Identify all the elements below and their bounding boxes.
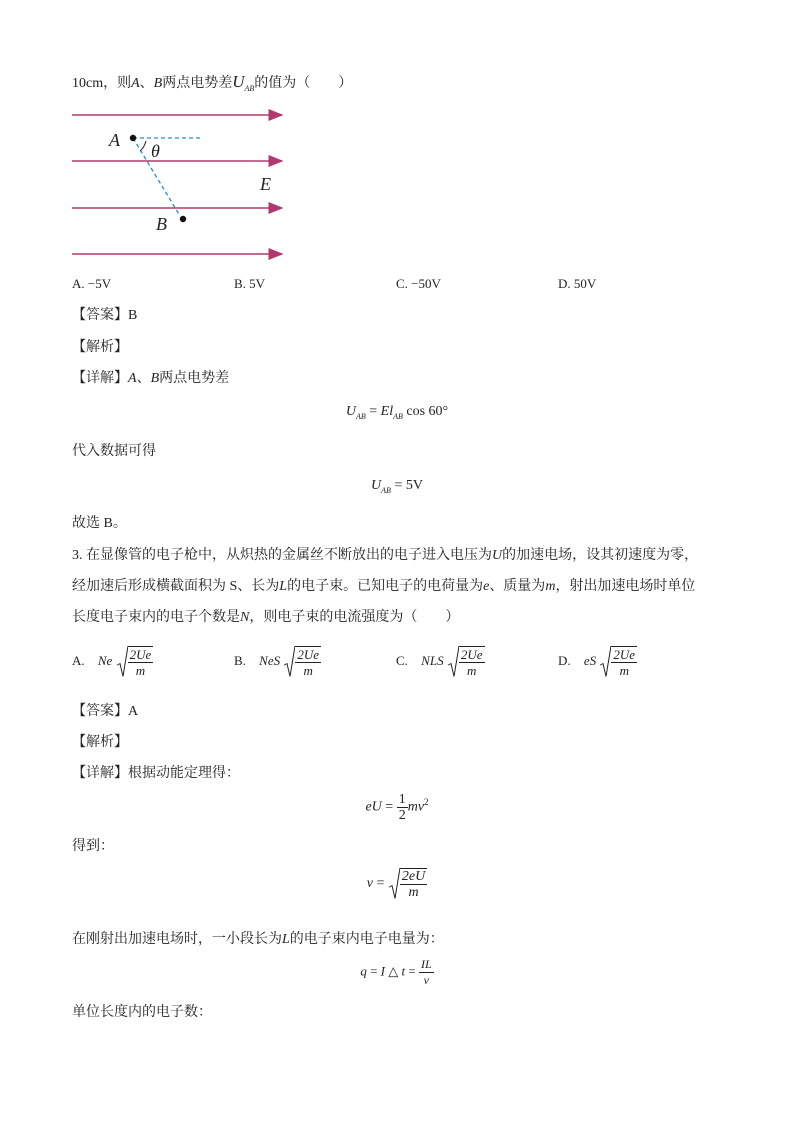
q2-detail-text: 两点电势差 — [159, 371, 230, 386]
q3-line-l: L — [282, 932, 290, 947]
q2-answer-label: 【答案】 — [72, 308, 128, 323]
q3-opt-d-label: D. — [558, 652, 571, 668]
q2-answer — [72, 306, 137, 326]
q3-opt-a-coef: Ne — [97, 652, 113, 668]
q3-detail-label: 【详解】 — [72, 766, 128, 781]
q3-answer-label: 【答案】 — [72, 704, 128, 719]
eq1-rest: cos 60° — [402, 404, 449, 419]
q2-stem — [72, 72, 352, 99]
sqrt-d-den: m — [619, 663, 629, 678]
q3-eq2-num: 2eU — [401, 869, 426, 884]
q3-u: U — [492, 548, 503, 563]
sqrt-b — [283, 646, 321, 678]
eq2-rest: = 5V — [390, 478, 423, 493]
q3-opt-b-coef: NeS — [259, 652, 281, 668]
q3-line3-a: 长度电子束内的电子个数是 — [72, 610, 240, 625]
q3-analysis: 【解析】 — [72, 735, 128, 750]
q3-eq3-eq1: = — [366, 963, 381, 979]
q3-n: N — [240, 610, 250, 625]
q3-stem-line1 — [72, 546, 698, 566]
point-a-dot — [130, 135, 136, 141]
q3-opt-c-coef: NLS — [421, 652, 444, 668]
q2-option-b[interactable]: B. 5V — [234, 276, 266, 291]
q3-line1-a: 3. 在显像管的电子枪中，从炽热的金属丝不断放出的电子进入电压为 — [72, 548, 492, 563]
q3-opt-a-label: A. — [72, 652, 85, 668]
q3-eq2-lhs: v — [366, 876, 373, 892]
q3-opt-d-coef: eS — [583, 652, 597, 668]
sqrt-c-num: 2Ue — [460, 647, 483, 662]
q3-option-a[interactable] — [72, 646, 153, 678]
label-a: A — [109, 130, 120, 150]
sqrt-a-den: m — [135, 663, 146, 678]
q3-unit-length: 单位长度内的电子数： — [72, 1005, 212, 1020]
q2-detail-label: 【详解】 — [72, 371, 128, 386]
field-diagram — [60, 100, 300, 270]
radical-eq2-icon — [388, 868, 400, 900]
q3-detail-text: 根据动能定理得： — [128, 766, 240, 781]
q3-stem-line2 — [72, 577, 695, 597]
sqrt-d-num: 2Ue — [613, 647, 636, 662]
q2-option-d[interactable]: D. 50V — [558, 276, 597, 291]
q3-line2-b: 的电子束。已知电子的电荷量为 — [287, 579, 484, 594]
eq1-equals: = — [365, 404, 381, 419]
sqrt-c-den: m — [466, 663, 477, 678]
q3-eq3-lhs: q — [360, 963, 367, 979]
q3-answer-value: A — [128, 704, 139, 719]
q3-eq3-i: I — [380, 963, 386, 979]
q2-equation-2 — [0, 478, 794, 495]
q2-stem-end: 的值为（ ） — [254, 76, 353, 91]
q3-l: L — [279, 579, 288, 594]
radical-b-icon — [283, 646, 295, 678]
q3-e: e — [483, 579, 490, 594]
q3-eq3-t: t — [401, 963, 406, 979]
sqrt-d — [599, 646, 637, 678]
q2-equation-1 — [0, 404, 794, 421]
label-theta: θ — [151, 141, 160, 161]
q2-option-c[interactable]: C. −50V — [396, 276, 441, 291]
sqrt-c — [447, 646, 485, 678]
q3-line-a: 在刚射出加速电场时，一小段长为 — [72, 932, 282, 947]
q2-stem-mid: ，则 — [103, 76, 132, 91]
q3-eq1-sup: 2 — [424, 797, 429, 808]
q3-eq1-den: 2 — [398, 808, 406, 823]
q2-point-b: B — [153, 76, 163, 91]
q2-substitute: 代入数据可得 — [72, 444, 156, 459]
q2-stem-mid2: 两点电势差 — [162, 76, 233, 91]
sqrt-a — [116, 646, 154, 678]
q3-eq2-equals: = — [372, 876, 388, 892]
q3-line2-a: 经加速后形成横截面积为 S、长为 — [72, 579, 280, 594]
q3-eq3-num: IL — [420, 957, 432, 971]
q3-eq2-den: m — [408, 885, 419, 900]
q2-detail-sep: 、 — [136, 371, 151, 386]
point-b-dot — [180, 216, 186, 222]
radical-d-icon — [599, 646, 611, 678]
q3-line-b: 的电子束内电子电量为： — [289, 932, 444, 947]
q3-eq1-mv: mv — [407, 799, 425, 815]
q3-line2-c: 、质量为 — [489, 579, 546, 594]
q2-detail-b: B — [150, 371, 160, 386]
q3-stem-line3 — [72, 608, 459, 628]
q3-eq1-num: 1 — [398, 792, 406, 807]
q2-answer-value: B — [128, 308, 138, 323]
q3-equation-3 — [0, 957, 794, 988]
eq2-lhs: U — [371, 478, 382, 493]
eq1-lhs: U — [345, 404, 356, 419]
eq1-el: El — [380, 404, 394, 419]
q3-equation-1 — [0, 792, 794, 823]
q3-answer — [72, 702, 138, 722]
q3-line3-b: ，则电子束的电流强度为（ ） — [249, 610, 460, 625]
q3-line — [72, 930, 444, 950]
radical-a-icon — [116, 646, 128, 678]
q3-option-b[interactable] — [234, 646, 321, 678]
q2-point-a: A — [131, 76, 140, 91]
q2-analysis: 【解析】 — [72, 340, 128, 355]
q3-got: 得到： — [72, 839, 114, 854]
q2-choose: 故选 B。 — [72, 516, 127, 531]
q3-equation-2 — [0, 868, 794, 900]
sqrt-b-num: 2Ue — [297, 647, 320, 662]
sqrt-a-num: 2Ue — [129, 647, 152, 662]
sqrt-b-den: m — [303, 663, 313, 678]
q3-eq2-sqrt — [388, 868, 427, 900]
q2-option-a[interactable]: A. −5V — [72, 276, 112, 291]
q3-option-d[interactable] — [558, 646, 637, 678]
radical-c-icon — [447, 646, 459, 678]
q3-option-c[interactable] — [396, 646, 485, 678]
eq1-lhs-sub: AB — [355, 411, 366, 421]
label-e: E — [260, 174, 271, 194]
q3-opt-b-label: B. — [234, 652, 246, 668]
eq2-lhs-sub: AB — [381, 485, 391, 495]
q3-eq3-eq2: = — [405, 963, 419, 979]
q3-eq1-equals: = — [381, 799, 397, 815]
eq1-l-sub: AB — [393, 411, 403, 421]
q2-u-sub: AB — [244, 83, 255, 93]
angle-arc — [140, 141, 146, 151]
label-b: B — [156, 214, 167, 234]
q3-line2-d: ，射出加速电场时单位 — [555, 579, 696, 594]
q3-detail — [72, 764, 240, 784]
q2-stem-prefix: 10cm — [72, 76, 104, 91]
q2-u-symbol: U — [232, 72, 245, 91]
q3-eq3-delta: △ — [385, 963, 402, 979]
q2-detail-a: A — [128, 371, 137, 386]
q3-opt-c-label: C. — [396, 652, 408, 668]
q2-detail — [72, 369, 229, 389]
q3-line1-b: 的加速电场，设其初速度为零， — [502, 548, 699, 563]
q2-sep: 、 — [139, 76, 154, 91]
q3-m: m — [545, 579, 556, 594]
q3-eq3-den: v — [423, 973, 429, 987]
q3-eq1-lhs: eU — [365, 799, 382, 815]
